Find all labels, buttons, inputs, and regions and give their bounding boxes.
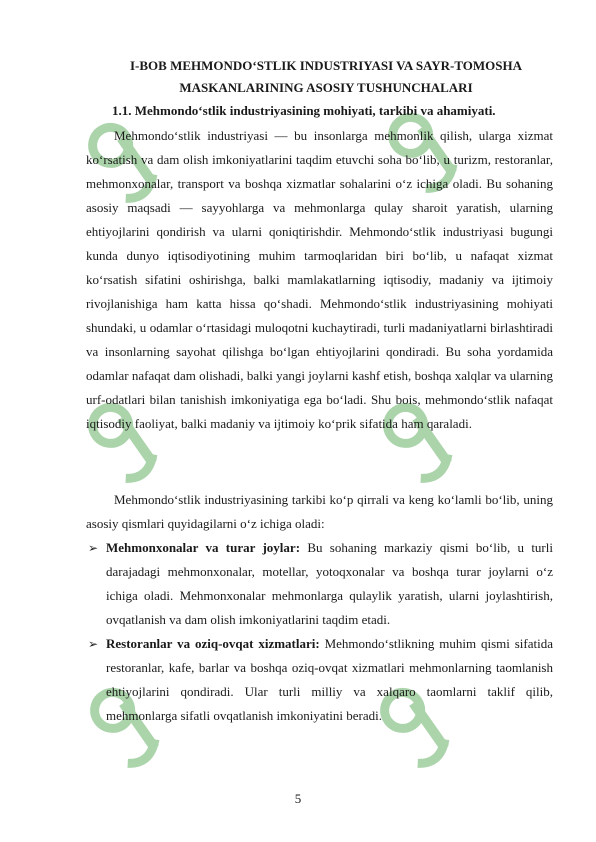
arrow-bullet-icon: ➢ [88,541,99,555]
list-item-term: Restoranlar va oziq-ovqat xizmatlari: [106,636,320,651]
list-item [86,536,553,632]
chapter-title-line1: I-BOB MEHMONDO‘STLIK INDUSTRIYASI VA SAYR-TOMOSHA [129,58,523,73]
section-title: 1.1. Mehmondo‘stlik industriyasining mohiyati, tarkibi va ahamiyati. [112,103,496,118]
arrow-bullet-icon: ➢ [88,637,99,651]
list-item-body: Bu sohaning markaziy qismi bo‘lib, u turli darajadagi mehmonxonalar, motellar, yotoqxonalar va boshqa turar joylarni o‘z ichiga oladi. Mehmonxonalar mehmonlarga qulaylik yaratish, ularni joylashtirish, ovqatlanish va dam olish imkoniyatlarini taqdim etadi. [106,540,553,627]
chapter-title-line2: MASKANLARINING ASOSIY TUSHUNCHALARI [179,80,473,95]
list-item [86,632,553,728]
list-item-body: Mehmondo‘stlikning muhim qismi sifatida restoranlar, kafe, barlar va boshqa oziq-ovqat xizmatlari mehmonlarning taomlanish ehtiyojlarini qondiradi. Ular turli milliy va xalqaro taomlarni taklif qilib, mehmonlarga sifatli ovqatlanish imkoniyatini beradi. [106,636,553,723]
paragraph-intro: Mehmondo‘stlik industriyasi — bu insonlarga mehmonlik qilish, ularga xizmat ko‘rsatish va dam olish imkoniyatlarini taqdim etuvchi soha bo‘lib, u turizm, restoranlar, mehmonxonalar, transport va boshqa xizmatlar sohalarini o‘z ichiga oladi. Bu sohaning asosiy maqsadi — sayyohlarga va mehmonlarga qulay sharoit yaratish, ularning ehtiyojlarini qondirish va ularni qoniqtirishdir. Mehmondo‘stlik industriyasi bugungi kunda dunyo iqtisodiyotining muhim tarmoqlaridan biri bo‘lib, u nafaqat xizmat ko‘rsatish sifatini oshirishga, balki mamlakatlarning iqtisodiy, madaniy va ijtimoiy rivojlanishiga ham katta hissa qo‘shadi. Mehmondo‘stlik industriyasining mohiyati shundaki, u odamlar o‘rtasidagi muloqotni kuchaytiradi, turli madaniyatlarni birlashtiradi va insonlarning sayohat qilishga bo‘lgan ehtiyojlarini qondiradi. Bu soha yordamida odamlar nafaqat dam olishadi, balki yangi joylarni kashf etish, boshqa xalqlar va ularning urf-odatlari bilan tanishish imkoniyatiga ega bo‘ladi. Shu bois, mehmondo‘stlik nafaqat iqtisodiy faoliyat, balki madaniy va ijtimoiy ko‘prik sifatida ham qaraladi. [86,128,553,431]
list-item-text [106,536,553,632]
list-item-term: Mehmonxonalar va turar joylar: [106,540,301,555]
paragraph-structure: Mehmondo‘stlik industriyasining tarkibi ko‘p qirrali va keng ko‘lamli bo‘lib, uning asosiy qismlari quyidagilarni o‘z ichiga oladi: [86,492,553,531]
page-number: 5 [294,791,302,806]
list-item-text [106,632,553,728]
